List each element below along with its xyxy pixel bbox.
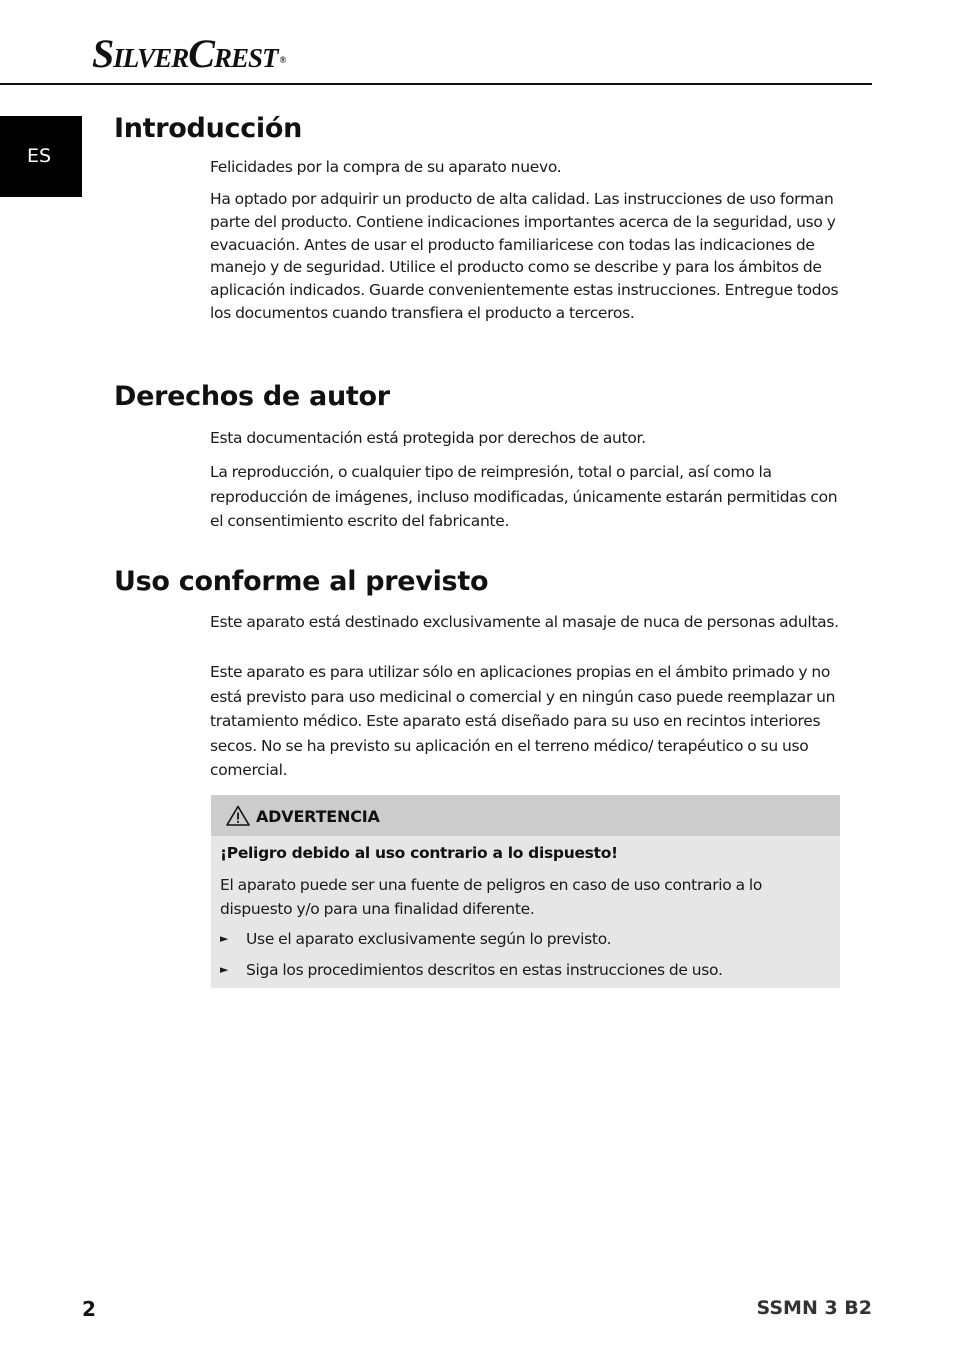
arrow-right-icon: ► [220, 932, 229, 945]
language-tab: ES [0, 116, 82, 197]
header-divider [0, 83, 872, 85]
model-number: SSMN 3 B2 [756, 1297, 872, 1319]
page-number: 2 [82, 1297, 96, 1321]
warning-triangle-icon [226, 805, 250, 826]
warning-bullet: ► Siga los procedimientos descritos en estas instrucciones de uso. [220, 961, 723, 979]
intended-use-paragraph-1: Este aparato está destinado exclusivamente al masaje de nuca de personas adultas. [210, 613, 839, 631]
section-title-derechos: Derechos de autor [114, 381, 390, 412]
intro-paragraph-1: Felicidades por la compra de su aparato nuevo. [210, 158, 562, 176]
intended-use-paragraph-2: Este aparato es para utilizar sólo en aplicaciones propias en el ámbito primado y no está previsto para uso medicinal o comercial y en ningún caso puede reemplazar un tratamiento médico. Este aparato está diseñado para su uso en recintos interiores secos. No se ha previsto su aplicación en el terreno médico/ terapéutico o su uso comercial. [210, 663, 836, 780]
copyright-paragraph-2: La reproducción, o cualquier tipo de reimpresión, total o parcial, así como la reproducción de imágenes, incluso modificadas, únicamente estarán permitidas con el consentimiento escrito del fabricante. [210, 463, 838, 531]
warning-text: El aparato puede ser una fuente de peligros en caso de uso contrario a lo dispuesto y/o para una finalidad diferente. [220, 876, 763, 918]
warning-box [211, 795, 840, 988]
intro-paragraph-2: Ha optado por adquirir un producto de alta calidad. Las instrucciones de uso forman parte del producto. Contiene indicaciones importantes acerca de la seguridad, uso y evacuación. Antes de usar el producto familiaricese con todas las indicaciones de manejo y de seguridad. Utilice el producto como se describe y para los ámbitos de aplicación indicados. Guarde convenientemente estas instrucciones. Entregue todos los documentos cuando transfiera el producto a terceros. [210, 190, 839, 322]
silvercrest-logo: SILVERCREST ® [92, 31, 286, 76]
warning-bullet: ► Use el aparato exclusivamente según lo previsto. [220, 930, 612, 948]
section-title-introduccion: Introducción [114, 113, 303, 144]
warning-header [211, 795, 840, 836]
warning-label: ADVERTENCIA [256, 807, 380, 826]
warning-subtitle: ¡Peligro debido al uso contrario a lo dispuesto! [220, 844, 618, 862]
section-title-uso-conforme: Uso conforme al previsto [114, 566, 489, 597]
arrow-right-icon: ► [220, 963, 229, 976]
copyright-paragraph-1: Esta documentación está protegida por derechos de autor. [210, 429, 646, 447]
